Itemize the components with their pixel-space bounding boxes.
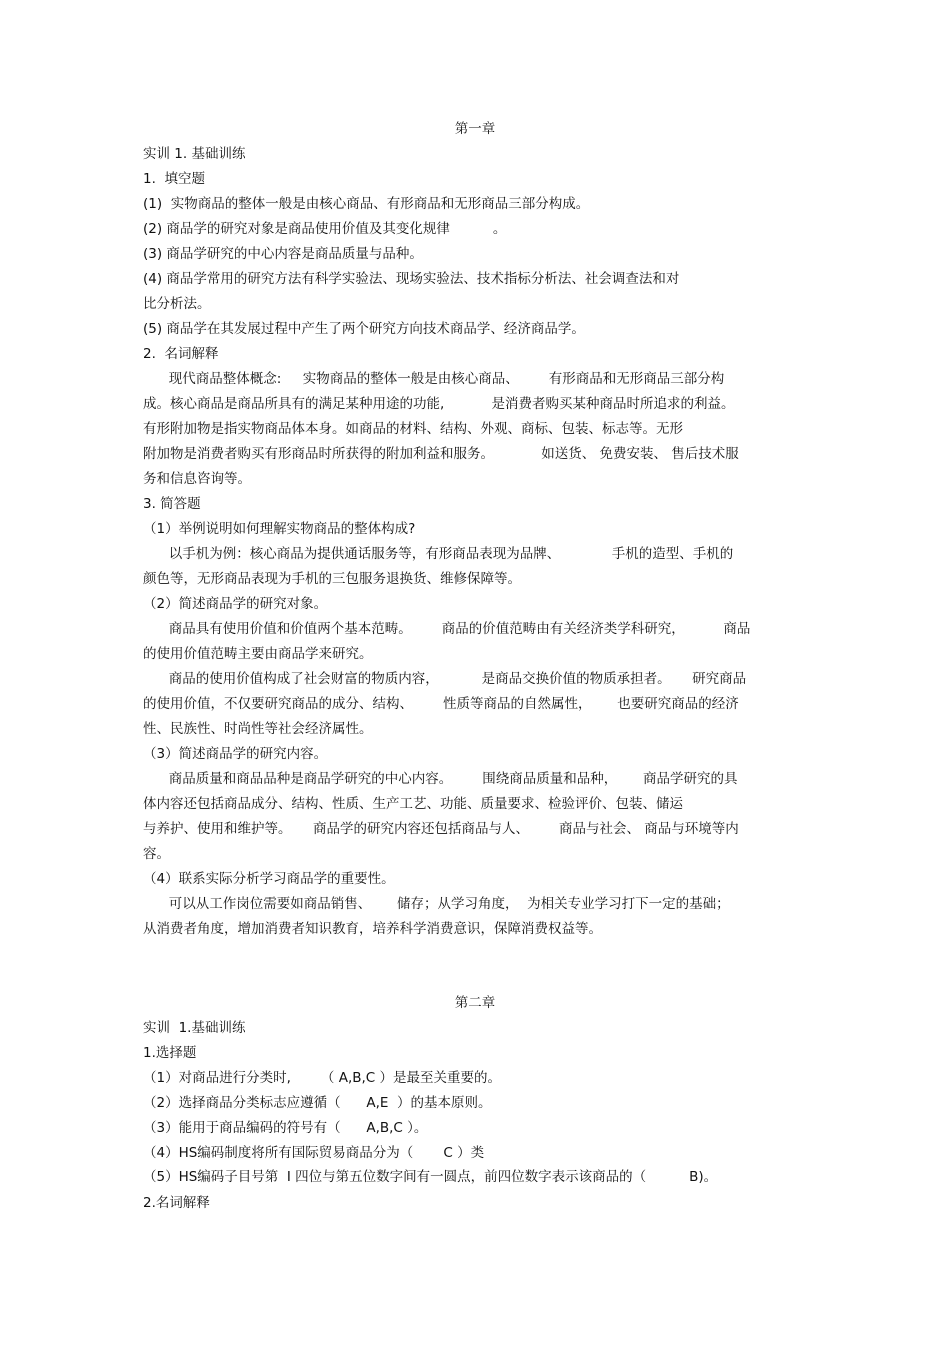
ch1-line: 现代商品整体概念: 实物商品的整体一般是由核心商品、 有形商品和无形商品三部分构 bbox=[143, 371, 725, 387]
ch2-line: 实训 1.基础训练 bbox=[143, 1020, 246, 1036]
ch2-line: （3）能用于商品编码的符号有（ A,B,C ）。 bbox=[143, 1120, 428, 1136]
ch1-line: (2) 商品学的研究对象是商品使用价值及其变化规律 。 bbox=[143, 221, 507, 237]
ch2-line: 1.选择题 bbox=[143, 1045, 197, 1061]
ch1-line: 颜色等，无形商品表现为手机的三包服务退换货、维修保障等。 bbox=[143, 571, 521, 587]
ch1-line: 从消费者角度，增加消费者知识教育，培养科学消费意识，保障消费权益等。 bbox=[143, 921, 602, 937]
ch1-line: (4) 商品学常用的研究方法有科学实验法、现场实验法、技术指标分析法、社会调查法和对 bbox=[143, 271, 680, 287]
ch1-line: (1) 实物商品的整体一般是由核心商品、有形商品和无形商品三部分构成。 bbox=[143, 196, 590, 212]
chapter2-title: 第二章 bbox=[454, 995, 496, 1011]
ch1-line: 务和信息咨询等。 bbox=[143, 471, 251, 487]
ch1-line: （2）简述商品学的研究对象。 bbox=[143, 596, 328, 612]
ch2-line: （2）选择商品分类标志应遵循（ A,E ）的基本原则。 bbox=[143, 1095, 492, 1111]
ch1-line: 商品的使用价值构成了社会财富的物质内容， 是商品交换价值的物质承担者。 研究商品 bbox=[143, 671, 747, 687]
ch1-line: 商品具有使用价值和价值两个基本范畴。 商品的价值范畴由有关经济类学科研究， 商品 bbox=[143, 621, 751, 637]
ch1-line: 性、民族性、时尚性等社会经济属性。 bbox=[143, 721, 373, 737]
ch1-line: 与养护、使用和维护等。 商品学的研究内容还包括商品与人、 商品与社会、 商品与环境等内 bbox=[143, 821, 739, 837]
ch1-line: 有形附加物是指实物商品体本身。如商品的材料、结构、外观、商标、包装、标志等。无形 bbox=[143, 421, 683, 437]
ch1-line: 2. 名词解释 bbox=[143, 346, 219, 362]
ch1-line: 成。核心商品是商品所具有的满足某种用途的功能, 是消费者购买某种商品时所追求的利益。 bbox=[143, 396, 735, 412]
chapter1-title: 第一章 bbox=[454, 121, 496, 137]
ch1-line: 实训 1. 基础训练 bbox=[143, 146, 246, 162]
ch1-line: 的使用价值，不仅要研究商品的成分、结构、 性质等商品的自然属性， 也要研究商品的经济 bbox=[143, 696, 739, 712]
ch1-line: 以手机为例：核心商品为提供通话服务等，有形商品表现为品牌、 手机的造型、手机的 bbox=[143, 546, 734, 562]
ch1-line: 的使用价值范畴主要由商品学来研究。 bbox=[143, 646, 373, 662]
ch1-line: 商品质量和商品品种是商品学研究的中心内容。 围绕商品质量和品种， 商品学研究的具 bbox=[143, 771, 738, 787]
ch1-line: （4）联系实际分析学习商品学的重要性。 bbox=[143, 871, 395, 887]
ch1-line: （1）举例说明如何理解实物商品的整体构成? bbox=[143, 521, 416, 537]
ch1-line: 1. 填空题 bbox=[143, 171, 205, 187]
ch1-line: 3. 简答题 bbox=[143, 496, 201, 512]
ch1-line: 比分析法。 bbox=[143, 296, 211, 312]
ch1-line: 可以从工作岗位需要如商品销售、 储存；从学习角度， 为相关专业学习打下一定的基础； bbox=[143, 896, 730, 912]
ch1-line: （3）简述商品学的研究内容。 bbox=[143, 746, 328, 762]
ch1-line: (5) 商品学在其发展过程中产生了两个研究方向技术商品学、经济商品学。 bbox=[143, 321, 585, 337]
ch1-line: (3) 商品学研究的中心内容是商品质量与品种。 bbox=[143, 246, 423, 262]
ch1-line: 容。 bbox=[143, 846, 170, 862]
ch2-line: （1）对商品进行分类时, （ A,B,C ）是最至关重要的。 bbox=[143, 1070, 502, 1086]
ch2-line: 2.名词解释 bbox=[143, 1195, 210, 1211]
ch2-line: （4）HS编码制度将所有国际贸易商品分为（ C ）类 bbox=[143, 1145, 485, 1161]
ch2-line: （5）HS编码子目号第 I 四位与第五位数字间有一圆点，前四位数字表示该商品的（ B)。 bbox=[143, 1169, 718, 1185]
ch1-line: 附加物是消费者购买有形商品时所获得的附加利益和服务。 如送货、 免费安装、 售后技术服 bbox=[143, 446, 739, 462]
ch1-line: 体内容还包括商品成分、结构、性质、生产工艺、功能、质量要求、检验评价、包装、储运 bbox=[143, 796, 683, 812]
